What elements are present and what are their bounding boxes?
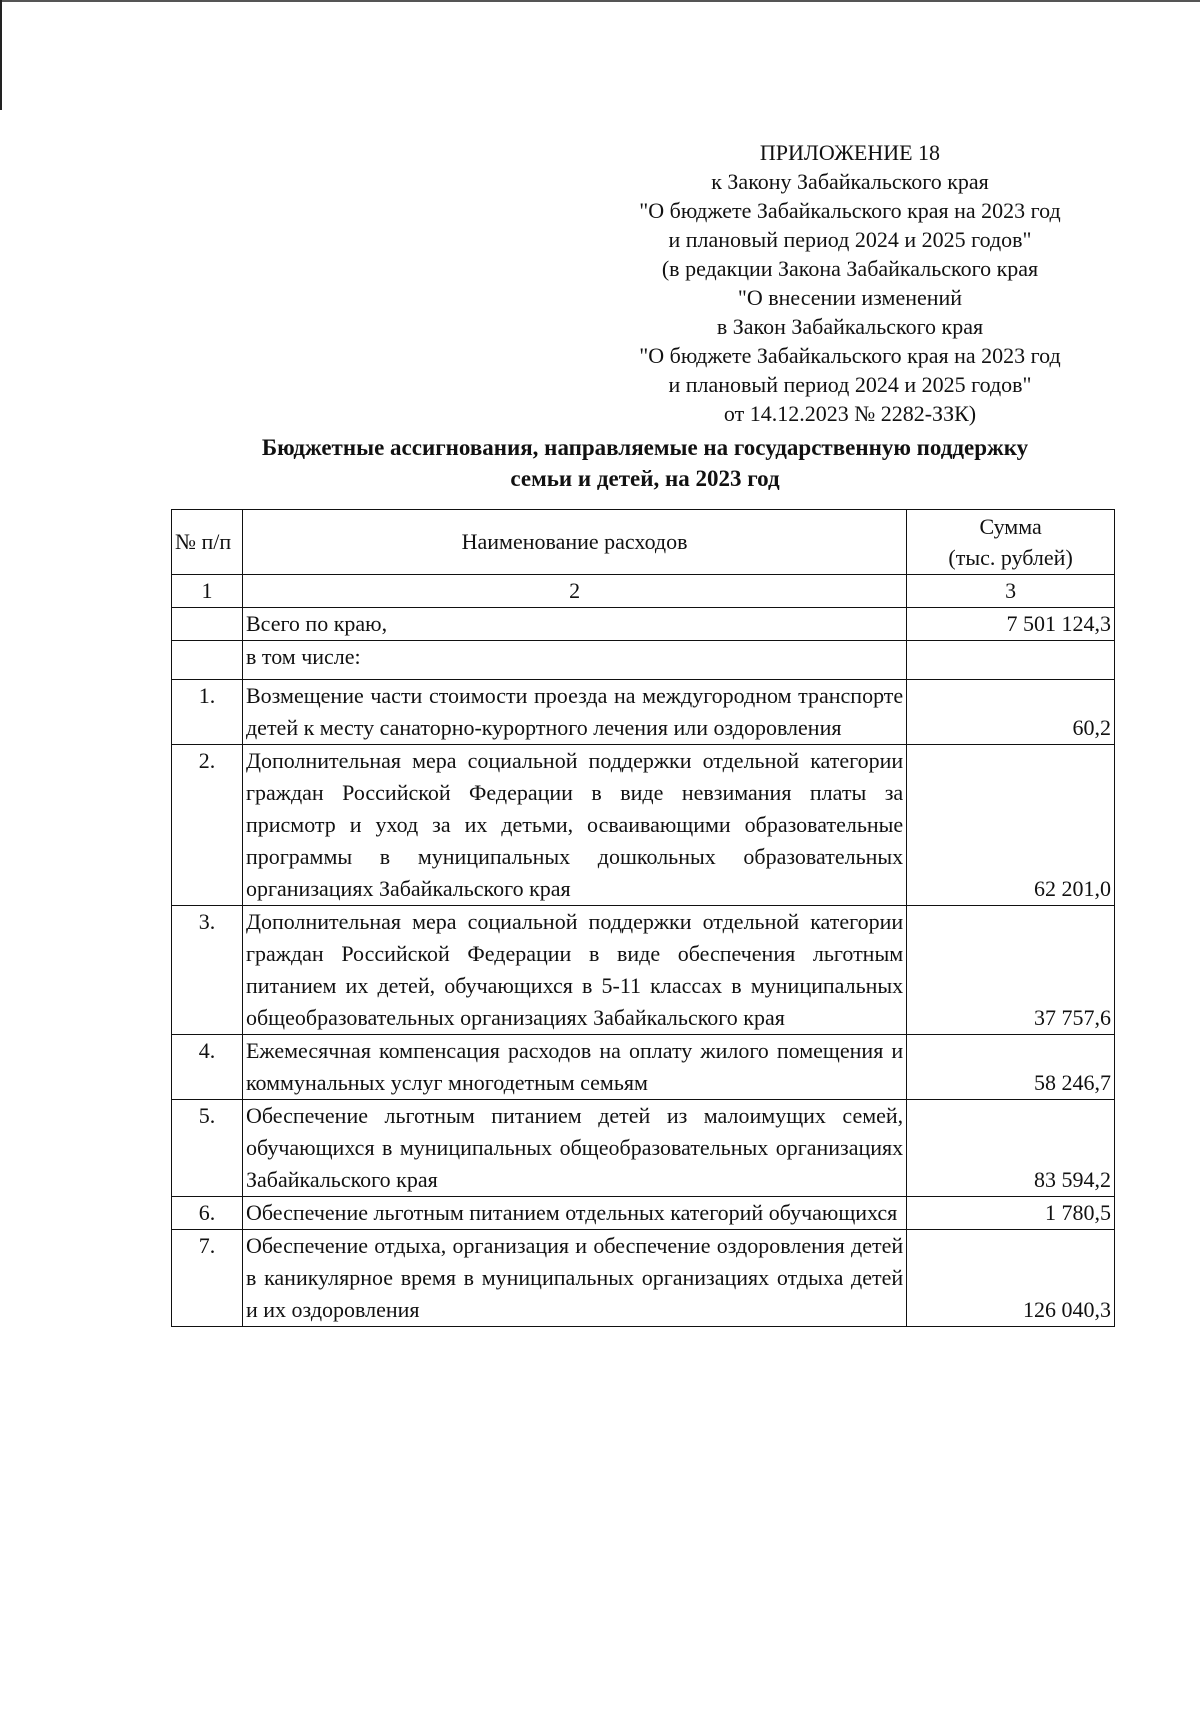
row-expense-name: Обеспечение отдыха, организация и обеспечение оздоровления детей в каникулярное время в муниципальных организациях отдыха детей и их оздоровления [242, 1230, 906, 1327]
total-num-cell [172, 608, 243, 641]
title-line-1: Бюджетные ассигнования, направляемые на государственную поддержку [261, 435, 1029, 460]
including-row [172, 641, 1115, 680]
header-line: и плановый период 2024 и 2025 годов" [668, 227, 1032, 252]
row-expense-name: Ежемесячная компенсация расходов на оплату жилого помещения и коммунальных услуг многодетным семьям [242, 1035, 906, 1100]
including-label: в том числе: [242, 641, 906, 680]
column-index: 2 [242, 575, 906, 608]
row-number: 3. [172, 906, 243, 1035]
scan-top-edge [0, 0, 1200, 2]
column-header-name: Наименование расходов [242, 510, 906, 575]
budget-table [171, 509, 1115, 1327]
table-row [172, 906, 1115, 1035]
row-number: 4. [172, 1035, 243, 1100]
including-sum-cell [907, 641, 1115, 680]
table-row [172, 1230, 1115, 1327]
column-index: 1 [172, 575, 243, 608]
row-sum: 1 780,5 [907, 1197, 1115, 1230]
header-line: "О внесении изменений [737, 285, 963, 310]
row-number: 6. [172, 1197, 243, 1230]
table-row [172, 1035, 1115, 1100]
total-value: 7 501 124,3 [907, 608, 1115, 641]
column-index-row [172, 575, 1115, 608]
header-line: "О бюджете Забайкальского края на 2023 год [639, 198, 1061, 223]
row-sum: 126 040,3 [907, 1230, 1115, 1327]
header-line: в Закон Забайкальского края [716, 314, 984, 339]
header-line: и плановый период 2024 и 2025 годов" [668, 372, 1032, 397]
header-line: (в редакции Закона Забайкальского края [661, 256, 1039, 281]
header-line: "О бюджете Забайкальского края на 2023 год [639, 343, 1061, 368]
table-row [172, 1100, 1115, 1197]
header-line: к Закону Забайкальского края [711, 169, 989, 194]
row-sum: 62 201,0 [907, 745, 1115, 906]
row-expense-name: Обеспечение льготным питанием детей из малоимущих семей, обучающихся в муниципальных общеобразовательных организациях Забайкальского края [242, 1100, 906, 1197]
total-row [172, 608, 1115, 641]
row-sum: 60,2 [907, 680, 1115, 745]
table-header-row [172, 510, 1115, 575]
row-number: 1. [172, 680, 243, 745]
total-label: Всего по краю, [242, 608, 906, 641]
appendix-header [600, 138, 1100, 428]
table-row [172, 680, 1115, 745]
row-number: 5. [172, 1100, 243, 1197]
document-title [170, 432, 1120, 494]
row-expense-name: Возмещение части стоимости проезда на междугородном транспорте детей к месту санаторно-курортного лечения или оздоровления [242, 680, 906, 745]
column-header-sum-line-2: (тыс. рублей) [948, 545, 1073, 570]
column-index: 3 [907, 575, 1115, 608]
row-number: 2. [172, 745, 243, 906]
row-expense-name: Обеспечение льготным питанием отдельных категорий обучающихся [242, 1197, 906, 1230]
row-sum: 58 246,7 [907, 1035, 1115, 1100]
column-header-num: № п/п [172, 510, 243, 575]
row-expense-name: Дополнительная мера социальной поддержки отдельной категории граждан Российской Федерации в виде невзимания платы за присмотр и уход за их детьми, осваивающими образовательные программы в муниципальных дошкольных образовательных организациях Забайкальского края [242, 745, 906, 906]
table-row [172, 745, 1115, 906]
title-line-2: семьи и детей, на 2023 год [510, 466, 780, 491]
row-sum: 37 757,6 [907, 906, 1115, 1035]
scan-left-edge [0, 0, 2, 110]
row-number: 7. [172, 1230, 243, 1327]
header-line: от 14.12.2023 № 2282-ЗЗК) [723, 401, 977, 426]
row-sum: 83 594,2 [907, 1100, 1115, 1197]
including-num-cell [172, 641, 243, 680]
header-line: ПРИЛОЖЕНИЕ 18 [759, 140, 941, 165]
table-row [172, 1197, 1115, 1230]
column-header-sum-line-1: Сумма [979, 514, 1042, 539]
row-expense-name: Дополнительная мера социальной поддержки отдельной категории граждан Российской Федерации в виде обеспечения льготным питанием их детей, обучающихся в 5-11 классах в муниципальных общеобразовательных организациях Забайкальского края [242, 906, 906, 1035]
column-header-sum [907, 510, 1115, 575]
